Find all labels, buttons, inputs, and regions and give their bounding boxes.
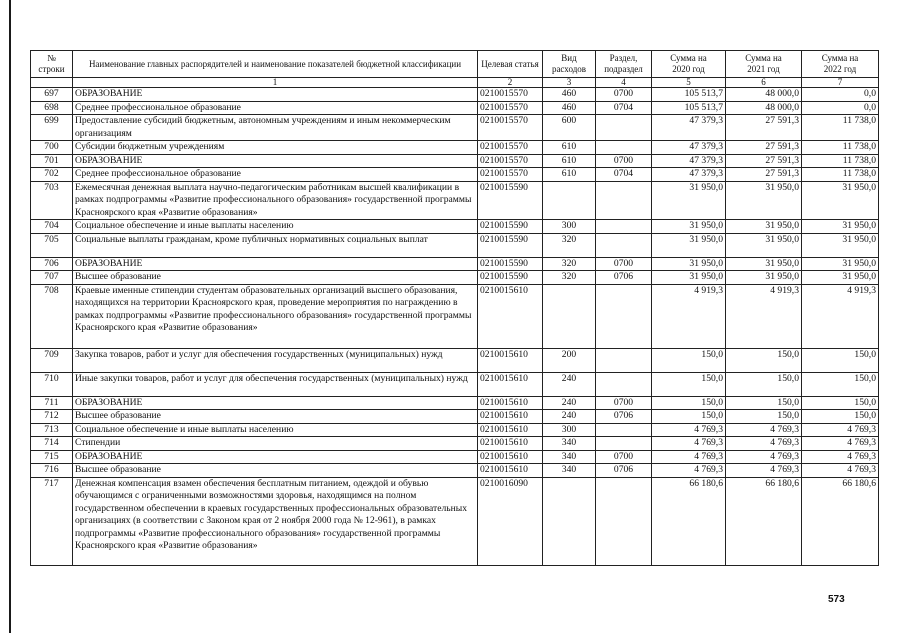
row-target-article: 0210015610 [478,372,543,396]
row-name: Высшее образование [73,464,478,478]
row-expense-type: 460 [543,88,596,102]
table-row [31,115,879,141]
row-sum-2021: 150,0 [726,348,802,372]
row-number: 699 [31,115,73,141]
row-number: 707 [31,271,73,285]
row-expense-type: 340 [543,464,596,478]
row-target-article: 0210015590 [478,181,543,220]
row-name: ОБРАЗОВАНИЕ [73,154,478,168]
header-expense-type: Вид расходов [543,51,596,78]
row-target-article: 0210015590 [478,257,543,271]
row-sum-2022: 4 769,3 [802,437,879,451]
table-row [31,168,879,182]
row-sum-2020: 31 950,0 [652,271,726,285]
row-target-article: 0210015590 [478,220,543,234]
row-sum-2021: 27 591,3 [726,115,802,141]
row-sum-2022: 31 950,0 [802,271,879,285]
row-sum-2020: 4 769,3 [652,464,726,478]
column-number [31,78,73,88]
table-row [31,271,879,285]
row-name: Закупка товаров, работ и услуг для обеспечения государственных (муниципальных) нужд [73,348,478,372]
row-sum-2021: 31 950,0 [726,257,802,271]
row-target-article: 0210015610 [478,284,543,348]
row-number: 703 [31,181,73,220]
row-name: Среднее профессиональное образование [73,101,478,115]
row-name: ОБРАЗОВАНИЕ [73,88,478,102]
row-expense-type: 240 [543,396,596,410]
row-sum-2020: 47 379,3 [652,168,726,182]
row-section [596,141,652,155]
row-sum-2021: 31 950,0 [726,271,802,285]
row-number: 708 [31,284,73,348]
row-section [596,437,652,451]
table-row [31,141,879,155]
row-target-article: 0210015590 [478,233,543,257]
row-sum-2021: 27 591,3 [726,168,802,182]
table-row [31,101,879,115]
row-sum-2021: 27 591,3 [726,154,802,168]
row-sum-2022: 150,0 [802,410,879,424]
row-sum-2022: 11 738,0 [802,141,879,155]
row-sum-2020: 4 919,3 [652,284,726,348]
row-expense-type: 340 [543,437,596,451]
row-sum-2022: 4 769,3 [802,423,879,437]
header-row-number: № строки [31,51,73,78]
row-name: Социальные выплаты гражданам, кроме публичных нормативных социальных выплат [73,233,478,257]
column-number: 6 [726,78,802,88]
row-sum-2020: 31 950,0 [652,233,726,257]
row-sum-2022: 11 738,0 [802,168,879,182]
row-name: Стипендии [73,437,478,451]
row-sum-2021: 4 769,3 [726,437,802,451]
row-section [596,477,652,565]
row-sum-2022: 150,0 [802,348,879,372]
row-section: 0700 [596,450,652,464]
row-sum-2021: 150,0 [726,396,802,410]
row-sum-2021: 4 769,3 [726,450,802,464]
row-target-article: 0210015570 [478,141,543,155]
row-section [596,348,652,372]
row-sum-2021: 4 919,3 [726,284,802,348]
row-expense-type: 460 [543,101,596,115]
row-sum-2020: 66 180,6 [652,477,726,565]
row-number: 702 [31,168,73,182]
row-target-article: 0210015570 [478,115,543,141]
table-row [31,437,879,451]
header-sum-2022: Сумма на 2022 год [802,51,879,78]
row-name: Иные закупки товаров, работ и услуг для обеспечения государственных (муниципальных) нужд [73,372,478,396]
row-number: 715 [31,450,73,464]
row-sum-2021: 31 950,0 [726,181,802,220]
row-name: Среднее профессиональное образование [73,168,478,182]
row-sum-2020: 47 379,3 [652,154,726,168]
row-name: Высшее образование [73,271,478,285]
table-body [31,88,879,566]
row-expense-type [543,181,596,220]
row-sum-2021: 66 180,6 [726,477,802,565]
header-target-article: Целевая статья [478,51,543,78]
row-expense-type: 300 [543,220,596,234]
column-number: 5 [652,78,726,88]
row-expense-type: 240 [543,410,596,424]
header-section: Раздел, подраздел [596,51,652,78]
row-section [596,284,652,348]
row-section [596,181,652,220]
row-section: 0700 [596,257,652,271]
row-target-article: 0210015570 [478,101,543,115]
row-name: Социальное обеспечение и иные выплаты населению [73,423,478,437]
row-expense-type: 300 [543,423,596,437]
row-number: 697 [31,88,73,102]
row-number: 709 [31,348,73,372]
row-sum-2022: 66 180,6 [802,477,879,565]
row-number: 700 [31,141,73,155]
table-row [31,257,879,271]
row-sum-2021: 4 769,3 [726,464,802,478]
row-sum-2021: 48 000,0 [726,101,802,115]
table-row [31,396,879,410]
row-target-article: 0210015610 [478,410,543,424]
row-name: Высшее образование [73,410,478,424]
row-expense-type: 610 [543,141,596,155]
row-sum-2020: 31 950,0 [652,181,726,220]
row-target-article: 0210016090 [478,477,543,565]
table-row [31,154,879,168]
row-expense-type: 200 [543,348,596,372]
table-row [31,450,879,464]
row-target-article: 0210015610 [478,423,543,437]
row-section [596,423,652,437]
header-name: Наименование главных распорядителей и наименование показателей бюджетной классификации [73,51,478,78]
row-sum-2021: 31 950,0 [726,233,802,257]
row-target-article: 0210015570 [478,154,543,168]
column-number: 4 [596,78,652,88]
row-expense-type: 320 [543,271,596,285]
row-sum-2022: 0,0 [802,88,879,102]
row-sum-2020: 4 769,3 [652,423,726,437]
row-number: 701 [31,154,73,168]
row-sum-2022: 31 950,0 [802,257,879,271]
row-target-article: 0210015610 [478,348,543,372]
row-name: ОБРАЗОВАНИЕ [73,450,478,464]
row-sum-2020: 31 950,0 [652,257,726,271]
row-name: Денежная компенсация взамен обеспечения бесплатным питанием, одеждой и обувью обучающимся с ограниченными возможностями здоровья, находящимся на полном государственном обеспечении в краевых государственных профессиональных образовательных организациях (в соответствии с Законом края от 2 ноября 2000 года № 12-961), в рамках подпрограммы «Развитие профессионального образования» государственной программы Красноярского края «Развитие образования» [73,477,478,565]
row-number: 706 [31,257,73,271]
row-number: 712 [31,410,73,424]
row-sum-2021: 31 950,0 [726,220,802,234]
column-number: 1 [73,78,478,88]
table-row [31,220,879,234]
row-target-article: 0210015610 [478,396,543,410]
row-number: 710 [31,372,73,396]
row-expense-type: 610 [543,168,596,182]
row-section [596,220,652,234]
row-sum-2020: 4 769,3 [652,450,726,464]
row-sum-2020: 150,0 [652,410,726,424]
row-section [596,115,652,141]
row-section [596,233,652,257]
row-number: 711 [31,396,73,410]
row-section: 0706 [596,464,652,478]
column-number: 7 [802,78,879,88]
header-sum-2020: Сумма на 2020 год [652,51,726,78]
table-row [31,181,879,220]
budget-table [30,50,879,566]
row-sum-2021: 27 591,3 [726,141,802,155]
row-expense-type: 340 [543,450,596,464]
row-target-article: 0210015570 [478,168,543,182]
row-expense-type: 610 [543,154,596,168]
row-sum-2021: 150,0 [726,410,802,424]
row-number: 717 [31,477,73,565]
row-number: 716 [31,464,73,478]
row-section: 0704 [596,101,652,115]
row-expense-type [543,284,596,348]
row-section: 0700 [596,154,652,168]
row-sum-2022: 150,0 [802,372,879,396]
row-number: 713 [31,423,73,437]
row-sum-2022: 4 769,3 [802,464,879,478]
row-sum-2020: 150,0 [652,396,726,410]
row-expense-type: 600 [543,115,596,141]
row-sum-2020: 4 769,3 [652,437,726,451]
row-sum-2022: 31 950,0 [802,181,879,220]
row-target-article: 0210015570 [478,88,543,102]
table-row [31,348,879,372]
row-sum-2022: 11 738,0 [802,115,879,141]
row-section [596,372,652,396]
row-sum-2020: 31 950,0 [652,220,726,234]
row-sum-2020: 150,0 [652,372,726,396]
row-sum-2020: 105 513,7 [652,88,726,102]
row-name: Ежемесячная денежная выплата научно-педагогическим работникам высшей квалификации в рамках подпрограммы «Развитие профессионального образования» государственной программы Красноярского края «Развитие образования» [73,181,478,220]
row-sum-2022: 31 950,0 [802,220,879,234]
row-expense-type: 240 [543,372,596,396]
row-sum-2022: 4 769,3 [802,450,879,464]
table-row [31,284,879,348]
row-number: 714 [31,437,73,451]
row-expense-type: 320 [543,257,596,271]
table-row [31,233,879,257]
row-name: ОБРАЗОВАНИЕ [73,396,478,410]
table-row [31,372,879,396]
row-target-article: 0210015610 [478,450,543,464]
row-number: 705 [31,233,73,257]
table-row [31,410,879,424]
table-row [31,88,879,102]
header-row [31,51,879,78]
row-number: 698 [31,101,73,115]
row-section: 0706 [596,271,652,285]
row-expense-type [543,477,596,565]
row-sum-2022: 31 950,0 [802,233,879,257]
row-sum-2021: 48 000,0 [726,88,802,102]
row-target-article: 0210015610 [478,437,543,451]
column-number: 3 [543,78,596,88]
row-target-article: 0210015590 [478,271,543,285]
row-sum-2022: 4 919,3 [802,284,879,348]
row-sum-2022: 11 738,0 [802,154,879,168]
row-number: 704 [31,220,73,234]
row-name: ОБРАЗОВАНИЕ [73,257,478,271]
row-sum-2022: 150,0 [802,396,879,410]
row-section: 0706 [596,410,652,424]
column-number: 2 [478,78,543,88]
row-section: 0704 [596,168,652,182]
page-edge-rule [9,0,11,633]
table-row [31,423,879,437]
row-name: Социальное обеспечение и иные выплаты населению [73,220,478,234]
page-number: 573 [828,594,845,605]
header-sum-2021: Сумма на 2021 год [726,51,802,78]
table-row [31,477,879,565]
row-sum-2021: 150,0 [726,372,802,396]
column-number-row [31,78,879,88]
row-name: Предоставление субсидий бюджетным, автономным учреждениям и иным некоммерческим организациям [73,115,478,141]
table-row [31,464,879,478]
row-sum-2020: 47 379,3 [652,115,726,141]
row-sum-2021: 4 769,3 [726,423,802,437]
row-sum-2020: 47 379,3 [652,141,726,155]
row-sum-2020: 150,0 [652,348,726,372]
row-section: 0700 [596,88,652,102]
row-name: Краевые именные стипендии студентам образовательных организаций высшего образования, находящихся на территории Красноярского края, проведение мероприятия по награждению в рамках подпрограммы «Развитие профессионального образования» государственной программы Красноярского края «Развитие образования» [73,284,478,348]
row-section: 0700 [596,396,652,410]
row-target-article: 0210015610 [478,464,543,478]
row-sum-2022: 0,0 [802,101,879,115]
row-sum-2020: 105 513,7 [652,101,726,115]
row-name: Субсидии бюджетным учреждениям [73,141,478,155]
row-expense-type: 320 [543,233,596,257]
